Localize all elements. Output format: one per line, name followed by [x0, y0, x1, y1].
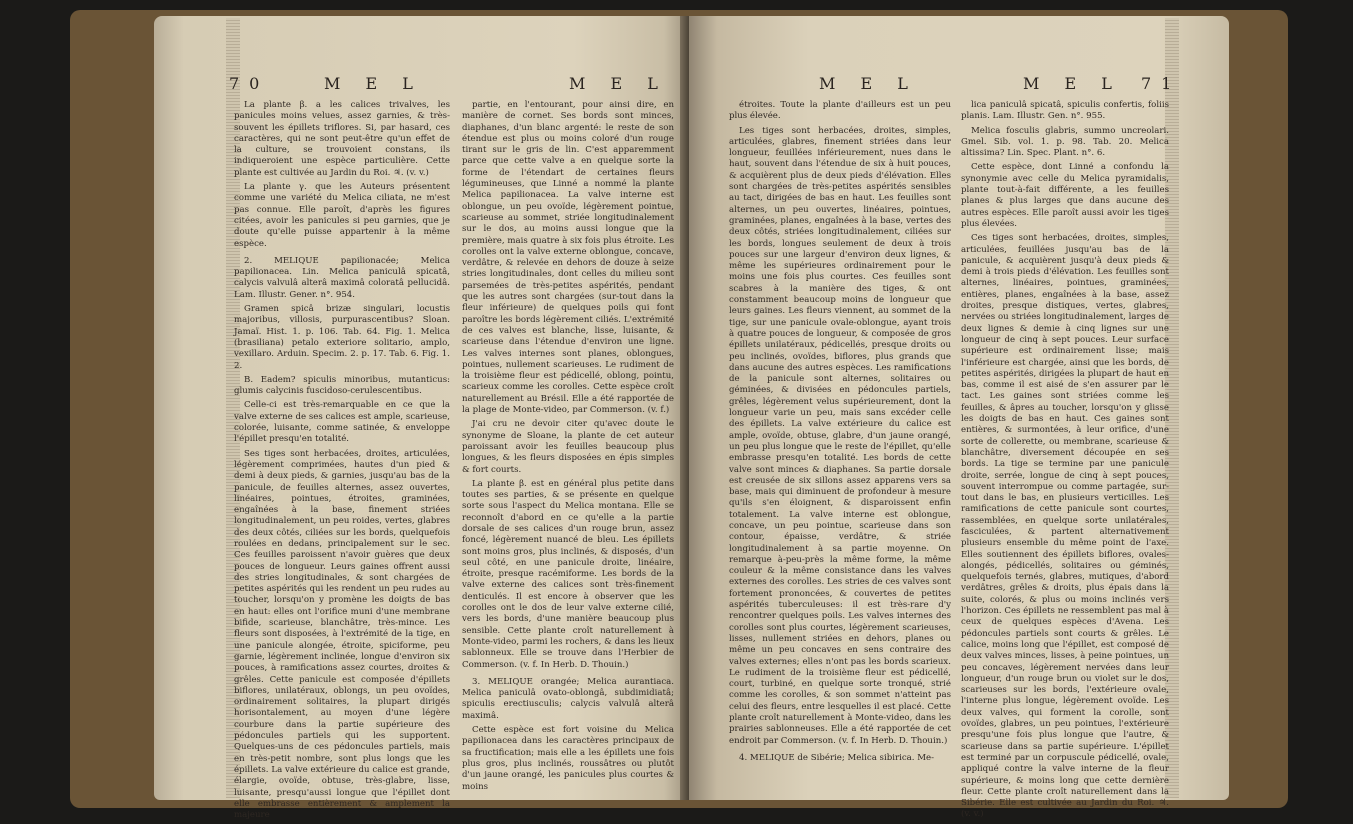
text-column-2: [462, 100, 674, 796]
paragraph: partie, en l'entourant, pour ainsi dire, en manière de cornet. Ses bords sont minces, diaphanes, d'un blanc argenté: le reste de son étendue est plus ou moins coloré d'un rouge tirant sur le gris de lin. C'est apparemment parce que cette valve a en quelque sorte la forme de l'étendart de certaines fleurs légumineuses, que Linné a nommé la plante Melica papilionacea. La valve interne est oblongue, un peu ovoïde, légèrement pointue, scarieuse au sommet, striée longitudinalement sur le dos, au moins aussi longue que la première, mais quatre à six fois plus étroite. Les corolles ont la valve externe oblongue, concave, verdâtre, & relevée en dehors de douze à seize stries longitudinales, dont celles du milieu sont parsemées de très-petites aspérités, pendant que les autres sont chargées (sur-tout dans la fleur inférieure) de quelques poils qui font paroître les bords légèrement ciliés. L'extrémité de ces valves est blanche, lisse, luisante, & scarieuse dans l'étendue d'environ une ligne. Les valves internes sont planes, oblongues, pointues, nullement scarieuses. Le rudiment de la troisième fleur est pédicellé, oblong, pointu, scarieux comme les corolles. Cette espèce croît naturellement au Brésil. Elle a été rapportée de la plage de Monte-video, par Commerson. (v. f.): [462, 100, 674, 416]
paragraph: Cette espèce est fort voisine du Melica papilionacea dans les caractères principaux de sa fructification; mais elle a les épillets une fois plus gros, plus inclinés, roussâtres ou plutôt d'un jaune orangé, les panicules plus courtes & moins: [462, 725, 674, 792]
paragraph: Ces tiges sont herbacées, droites, simples, articulées, feuillées jusqu'au bas de la panicule, & acquièrent jusqu'à deux pieds & demi à trois pieds d'élévation. Les feuilles sont alternes, linéaires, pointues, graminées, entières, planes, engaînées à la base, assez droites, presque distiques, vertes, glabres, nervées ou striées longitudinalement, larges de deux lignes & demie à cinq lignes sur une longueur de cinq à sept pouces. Leur surface supérieure est ordinairement lisse; mais l'inférieure est chargée, ainsi que les bords, de petites aspérités, dirigées la plupart de haut en bas, comme il est aisé de s'en assurer par le tact. Les gaines sont striées comme les feuilles, & âpres au toucher, lorsqu'on y glisse les doigts de bas en haut. Ces gaines sont entières, & surmontées, à leur orifice, d'une sorte de collerette, ou membrane, scarieuse & blanchâtre, diversement découpée en ses bords. La tige se termine par une panicule droite, serrée, longue de cinq à sept pouces, souvent interrompue ou comme partagée, sur-tout dans le bas, en plusieurs verticilles. Les ramifications de cette panicule sont courtes, rassemblées, en quelque sorte unilatérales, fasciculées, & partent alternativement plusieurs ensemble du même point de l'axe. Elles soutiennent des épillets biflores, ovales-alongés, pédicellés, solitaires ou géminés, quelquefois ternés, glabres, mutiques, d'abord verdâtres, grêles & droits, plus épais dans la suite, colorés, & plus ou moins inclinés vers l'horizon. Ces épillets ne ressemblent pas mal à ceux de quelques espèces d'Avena. Les pédoncules partiels sont courts & grêles. Le calice, moins long que l'épillet, est composé de deux valves minces, lisses, à peine pointues, un peu concaves, légèrement nervées dans leur longueur, d'un rouge brun ou violet sur le dos, scarieuses sur les bords, l'extérieure ovale, l'interne plus longue, légèrement ovoïde. Les deux valves, qui forment la corolle, sont ovoïdes, glabres, un peu pointues, l'extérieure presqu'une fois plus longue que l'autre, & scarieuse dans sa partie supérieure. L'épillet est terminé par un corpuscule pédicellé, ovale, appliqué contre la valve interne de la fleur supérieure, & moins long que cette dernière fleur. Cette plante croît naturellement dans la Sibérie. Elle est cultivée au Jardin du Roi. ♃. (v. v.): [961, 233, 1169, 820]
text-column-2: [961, 100, 1169, 824]
running-head: M E L: [324, 74, 423, 93]
synonym: Melica fosculis glabris, summo uncreolari. Gmel. Sib. vol. 1. p. 98. Tab. 20. Melica altissima? Lin. Spec. Plant. n°. 6.: [961, 125, 1169, 159]
paragraph: Les tiges sont herbacées, droites, simples, articulées, glabres, finement striées dans leur longueur, feuillées inférieurement, nues dans le haut, souvent dans l'étendue de six à huit pouces, & acquièrent plus de deux pieds d'élévation. Elles sont chargées de très-petites aspérités sensibles au tact, dirigées de bas en haut. Les feuilles sont alternes, un peu ouvertes, linéaires, pointues, graminées, planes, engaînées à la base, vertes des deux côtés, striées longitudinalement, ciliées sur les bords, longues seulement de deux à trois pouces sur une largeur d'environ deux lignes, & même les supérieures ordinairement pour le moins une fois plus courtes. Ces feuilles sont scabres à la manière des tiges, & ont constamment beaucoup moins de longueur que leurs gaines. Les fleurs viennent, au sommet de la tige, sur une panicule ovale-oblongue, ayant trois à quatre pouces de longueur, & composée de gros épillets unilatéraux, pédicellés, presque droits ou peu inclinés, ovoïdes, biflores, plus grands que dans aucune des autres espèces. Les ramifications de la panicule sont alternes, solitaires ou géminées, & divisées en pédoncules partiels, grêles, légèrement velus supérieurement, dont la longueur varie un peu, mais sans excéder celle des épillets. La valve extérieure du calice est ample, ovoïde, obtuse, glabre, d'un jaune orangé, un peu plus longue que le reste de l'épillet, qu'elle embrasse presqu'en totalité. Les bords de cette valve sont minces & diaphanes. Sa partie dorsale est creusée de six sillons assez apparens vers sa base, mais qui diminuent de profondeur à mesure qu'ils s'en éloignent, & disparoissent enfin totalement. La valve interne est oblongue, concave, un peu pointue, scarieuse dans son contour, épaisse, verdâtre, & striée longitudinalement à sa partie moyenne. On remarque à-peu-près la même forme, la même couleur & la même consistance dans les valves externes des corolles. Les stries de ces valves sont fortement prononcées, & couvertes de petites aspérités tuberculeuses: il est très-rare d'y rencontrer quelques poils. Les valves internes des corolles sont plus courtes, légèrement scarieuses, lisses, nullement striées en dehors, planes ou même un peu concaves en sens contraire des valves externes; elles n'ont pas les bords scarieux. Le rudiment de la troisième fleur est pédicellé, court, turbiné, en quelque sorte tronqué, strié comme les corolles, & son sommet n'atteint pas celui des fleurs, entre lesquelles il est placé. Cette plante croît naturellement à Monte-video, dans les prairies sablonneuses. Elle a été rapportée de cet endroit par Commerson. (v. f. In Herb. D. Thouin.): [729, 125, 951, 746]
paragraph: lica paniculâ spicatâ, spiculis confertis, foliis planis. Lam. Illustr. Gen. n°. 955.: [961, 100, 1169, 122]
paragraph: Ses tiges sont herbacées, droites, articulées, légèrement comprimées, hautes d'un pied & demi à deux pieds, & garnies, jusqu'au bas de la panicule, de feuilles alternes, assez ouvertes, linéaires, pointues, étroites, graminées, engaînées à la base, finement striées longitudinalement, un peu roides, vertes, glabres des deux côtés, ciliées sur les bords, quelquefois roulées en dedans, principalement sur le sec. Ces feuilles paroissent n'avoir guères que deux pouces de longueur. Leurs gaines offrent aussi des stries longitudinales, & sont chargées de petites aspérités qui les rendent un peu rudes au toucher, lorsqu'on y promène les doigts de bas en haut: elles ont l'orifice muni d'une membrane bifide, scarieuse, blanchâtre, très-mince. Les fleurs sont disposées, à l'extrémité de la tige, en une panicule alongée, étroite, spiciforme, peu garnie, légèrement inclinée, longue d'environ six pouces, à ramifications assez courtes, droites & grêles. Cette panicule est composée d'épillets biflores, unilatéraux, oblongs, un peu ovoïdes, ordinairement solitaires, la plupart dirigés horisontalement, au moyen d'une légère courbure dans la partie supérieure des pédoncules partiels qui les supportent. Quelques-uns de ces pédoncules partiels, mais en très-petit nombre, sont plus longs que les épillets. La valve extérieure du calice est grande, élargie, ovoïde, obtuse, très-glabre, lisse, luisante, presqu'aussi longue que l'épillet dont elle embrasse entièrement & amplement la majeure: [234, 448, 450, 821]
left-page: [154, 16, 691, 821]
paragraph: La plante β. est en général plus petite dans toutes ses parties, & se présente en quelque sorte sous l'aspect du Melica montana. Elle se reconnoît d'abord en ce qu'elle a la partie dorsale de ses calices d'un rouge brun, assez foncé, légèrement nuancé de bleu. Les épillets sont moins gros, plus inclinés, & disposés, d'un seul côté, en une panicule droite, linéaire, étroite, presque racémiforme. Les bords de la valve externe des calices sont très-finement denticulés. Il est encore à observer que les corolles ont le dos de leur valve externe cilié, vers les bords, d'une manière beaucoup plus sensible. Cette plante croît naturellement à Monte-video, parmi les rochers, & dans les lieux sablonneux. Elle se trouve dans l'Herbier de Commerson. (v. f. In Herb. D. Thouin.): [462, 478, 674, 670]
paragraph: étroites. Toute la plante d'ailleurs est un peu plus élevée.: [729, 100, 951, 122]
paragraph: La plante β. a les calices trivalves, les panicules moins velues, assez garnies, & très-souvent les épillets triflores. Si, par hasard, ces caractères, qui ne sont peut-être qu'un effet de la culture, se trouvoient constans, ils indiqueroient une espèce particulière. Cette plante est cultivée au Jardin du Roi. ♃. (v. v.): [234, 100, 450, 178]
running-head: M E L: [1023, 74, 1122, 93]
page-number: 70: [229, 74, 270, 93]
paragraph: La plante γ. que les Auteurs présentent comme une variété du Melica ciliata, ne m'est pas connue. Elle paroît, d'après les figures citées, avoir les panicules si peu garnies, que je doute qu'elle puisse appartenir à la même espèce.: [234, 182, 450, 249]
running-head: M E L: [819, 74, 918, 93]
text-column-1: [729, 100, 951, 767]
page-number: 71: [1141, 74, 1182, 93]
paragraph: Cette espèce, dont Linné a confondu la synonymie avec celle du Melica pyramidalis, plante tout-à-fait différente, a les feuilles planes & plus larges que dans aucune des autres espèces. Elle paroît aussi avoir les tiges plus élevées.: [961, 162, 1169, 229]
right-page: [689, 16, 1229, 820]
variety: B. Eadem? spiculis minoribus, mutanticus: glumis calycinis fuscidoso-cerulescentibus.: [234, 374, 450, 397]
species-heading: 4. MELIQUE de Sibérie; Melica sibirica. Me-: [739, 752, 935, 763]
synonym: Gramen spicâ brizæ singulari, locustis majoribus, villosis, purpurascentibus? Sloan. Jamaï. Hist. 1. p. 106. Tab. 64. Fig. 1. Melica (brasiliana) petalo exteriore solitario, amplo, vexillaro. Arduin. Specim. 2. p. 17. Tab. 6. Fig. 1. 2.: [234, 304, 450, 371]
book: [70, 10, 1288, 821]
paragraph: Celle-ci est très-remarquable en ce que la valve externe de ses calices est ample, scarieuse, colorée, luisante, comme satinée, & enveloppe l'épillet presqu'en totalité.: [234, 400, 450, 445]
paragraph: J'ai cru ne devoir citer qu'avec doute le synonyme de Sloane, la plante de cet auteur paroissant avoir les feuilles beaucoup plus longues, & les fleurs disposées en épis simples & fort courts.: [462, 419, 674, 475]
running-head: M E L: [569, 74, 668, 93]
text-column-1: [234, 100, 450, 824]
species-heading: 2. MELIQUE papilionacée; Melica papilionacea. Lin. Melica paniculâ spicatâ, calycis valvulâ alterâ maximâ coloratâ pellucidâ. Lam. Illustr. Gener. n°. 954.: [234, 255, 450, 300]
species-heading: 3. MELIQUE orangée; Melica aurantiaca. Melica paniculâ ovato-oblongâ, subdimidiatâ; spiculis erectiusculis; calycis valvulâ alterâ maximâ.: [462, 676, 674, 721]
